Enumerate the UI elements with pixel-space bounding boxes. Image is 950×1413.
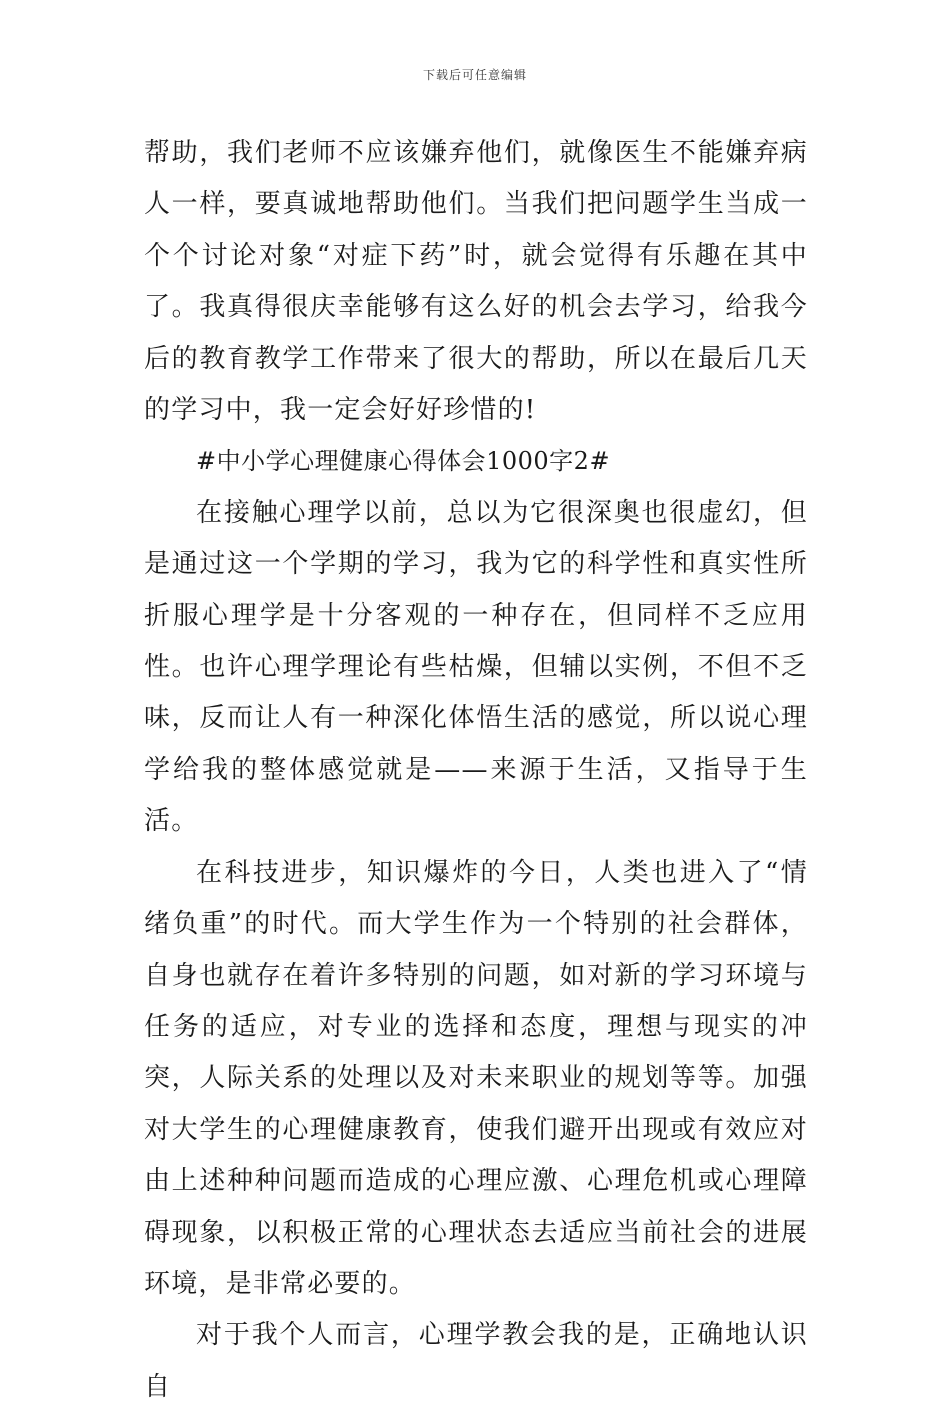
paragraph-era: 在科技进步，知识爆炸的今日，人类也进入了“情绪负重”的时代。而大学生作为一个特别的社会群体，自身也就存在着许多特别的问题，如对新的学习环境与任务的适应，对专业的选择和态度，理想与现实的冲突，人际关系的处理以及对未来职业的规划等等。加强对大学生的心理健康教育，使我们避开出现或有效应对由上述种种问题而造成的心理应激、心理危机或心理障碍现象，以积极正常的心理状态去适应当前社会的进展环境，是非常必要的。 (144, 857, 808, 1299)
paragraph-continued: 帮助，我们老师不应该嫌弃他们，就像医生不能嫌弃病人一样，要真诚地帮助他们。当我们把问题学生当成一个个讨论对象“对症下药”时，就会觉得有乐趣在其中了。我真得很庆幸能够有这么好的机会去学习，给我今后的教育教学工作带来了很大的帮助，所以在最后几天的学习中，我一定会好好珍惜的! (144, 138, 808, 426)
paragraph-intro: 在接触心理学以前，总以为它很深奥也很虚幻，但是通过这一个学期的学习，我为它的科学性和真实性所折服心理学是十分客观的一种存在，但同样不乏应用性。也许心理学理论有些枯燥，但辅以实例，不但不乏味，反而让人有一种深化体悟生活的感觉，所以说心理学给我的整体感觉就是——来源于生活，又指导于生活。 (144, 497, 808, 837)
document-body (144, 128, 808, 1413)
paragraph-personal: 对于我个人而言，心理学教会我的是，正确地认识自 (144, 1320, 808, 1402)
header-note: 下载后可任意编辑 (422, 68, 527, 82)
section-heading: #中小学心理健康心得体会1000字2# (196, 447, 611, 476)
